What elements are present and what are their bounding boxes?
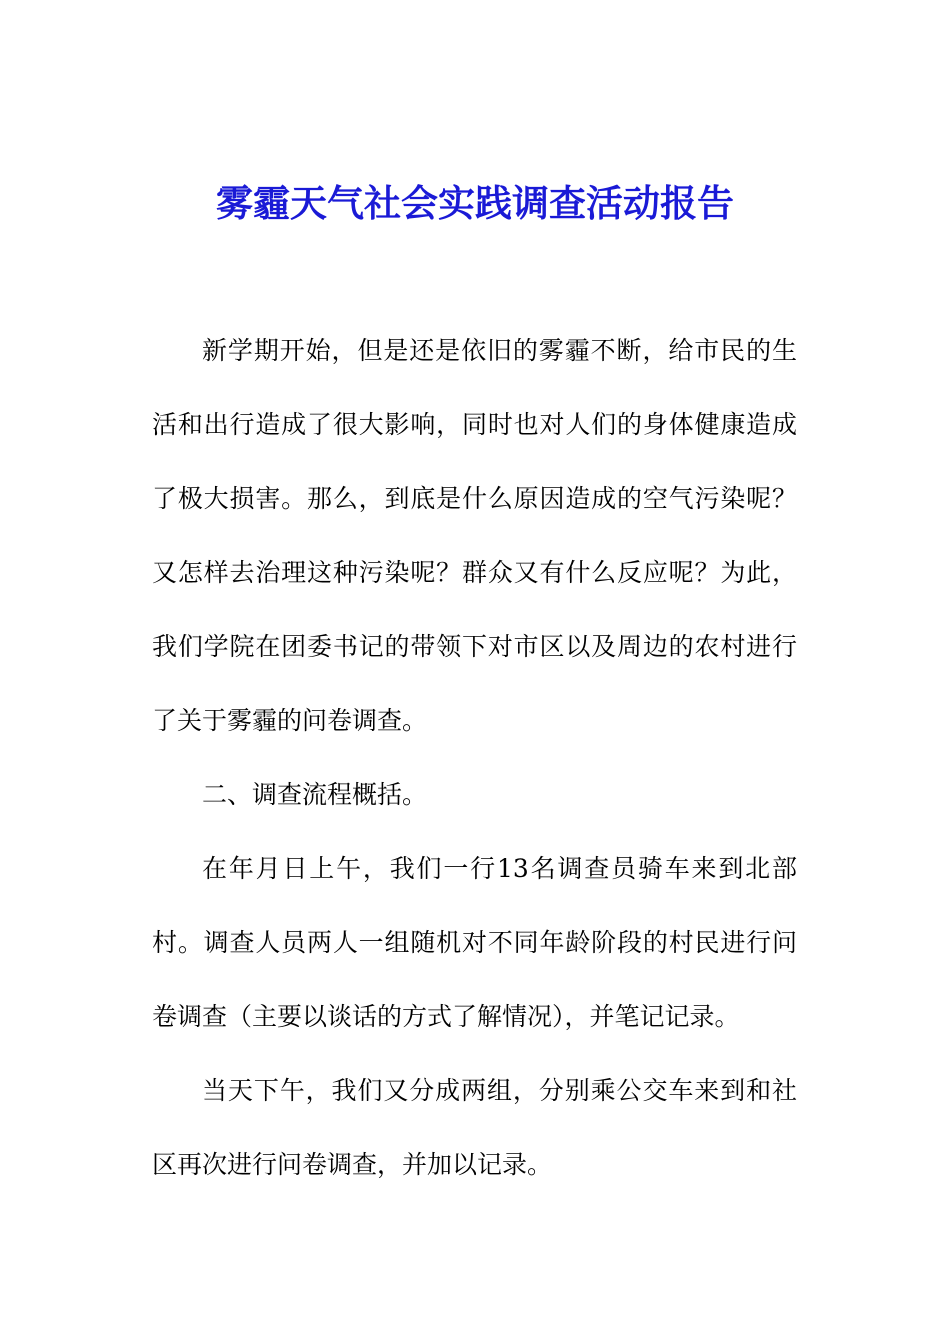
document-title: 雾霾天气社会实践调查活动报告 [216,181,734,225]
document-body [152,314,797,1202]
paragraph-section-heading: 二、调查流程概括。 [202,780,428,809]
paragraph-morning-survey: 在年月日上午，我们一行13名调查员骑车来到北部村。调查人员两人一组随机对不同年龄阶段的村民进行问卷调查（主要以谈话的方式了解情况），并笔记记录。 [152,854,797,1031]
paragraph-afternoon-survey: 当天下午，我们又分成两组，分别乘公交车来到和社区再次进行问卷调查，并加以记录。 [152,1076,797,1179]
paragraph-intro: 新学期开始，但是还是依旧的雾霾不断，给市民的生活和出行造成了很大影响，同时也对人们的身体健康造成了极大损害。那么，到底是什么原因造成的空气污染呢？又怎样去治理这种污染呢？群众又有什么反应呢？为此，我们学院在团委书记的带领下对市区以及周边的农村进行了关于雾霾的问卷调查。 [152,336,797,735]
